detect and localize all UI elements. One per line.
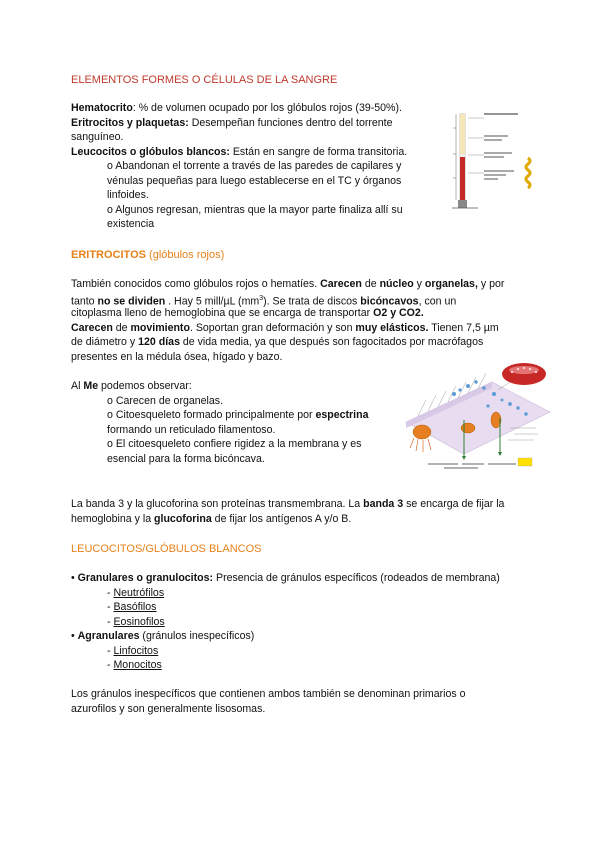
leuco-bullet-2-cont: existencia bbox=[107, 218, 155, 230]
list-item-linfocitos: - Linfocitos bbox=[107, 645, 159, 657]
banda3-line1: La banda 3 y la glucoforina son proteínas transmembrana. La banda 3 se encarga de fijar la bbox=[71, 498, 505, 510]
leucocitos-heading: LEUCOCITOS/GLÓBULOS BLANCOS bbox=[71, 543, 262, 555]
leuco-bullet-2: o Algunos regresan, mientras que la mayor parte finaliza allí su bbox=[107, 204, 403, 216]
list-item-monocitos: - Monocitos bbox=[107, 659, 162, 671]
eritrocitos-p2-line3: presentes en la médula ósea, hígado y bazo. bbox=[71, 351, 283, 363]
eritrocitos-p1-line1: También conocidos como glóbulos rojos o hematíes. Carecen de núcleo y organelas, y por bbox=[71, 278, 505, 290]
leuco-bullet-1-cont: vénulas pequeñas para luego establecerse en el TC y órganos bbox=[107, 175, 402, 187]
me-intro-line: Al Me podemos observar: bbox=[71, 380, 192, 392]
eritrocitos-heading: ERITROCITOS (glóbulos rojos) bbox=[71, 249, 225, 261]
list-item-eosinofilos: - Eosinofilos bbox=[107, 616, 165, 628]
me-bullet-3-cont: esencial para la forma bicóncava. bbox=[107, 453, 265, 465]
eritrocitos-p1-line3: citoplasma lleno de hemoglobina que se encarga de transportar O2 y CO2. bbox=[71, 307, 424, 319]
leuco-bullet-1-cont2: linfoides. bbox=[107, 189, 149, 201]
eritrocitos-p1-line2: tanto no se dividen . Hay 5 mill/µL $(mm^3)$. Se trata de discos bicóncavos, con un bbox=[71, 295, 457, 308]
closing-line1: Los gránulos inespecíficos que contienen ambos también se denominan primarios o bbox=[71, 688, 466, 700]
erythrocyte-membrane-figure bbox=[398, 360, 554, 472]
page-title: ELEMENTOS FORMES O CÉLULAS DE LA SANGRE bbox=[71, 74, 338, 86]
eritrocitos-p2-line1: Carecen de movimiento. Soportan gran deformación y son muy elásticos. Tienen 7,5 µm bbox=[71, 322, 499, 334]
leuco-bullet-1: o Abandonan el torrente a través de las paredes de capilares y bbox=[107, 160, 402, 172]
list-item-basofilos: - Basófilos bbox=[107, 601, 157, 613]
me-bullet-3: o El citoesqueleto confiere rigidez a la membrana y es bbox=[107, 438, 362, 450]
list-item-neutrofilos: - Neutrófilos bbox=[107, 587, 165, 599]
leucocitos-line: Leucocitos o glóbulos blancos: Están en sangre de forma transitoria. bbox=[71, 146, 408, 158]
eritrocitos-p2-line2: de diámetro y 120 días de vida media, ya que después son fagocitados por macrófagos bbox=[71, 336, 484, 348]
me-bullet-2-cont: formando un reticulado filamentoso. bbox=[107, 424, 276, 436]
eritrocitos-plaquetas-line-2: sanguíneo. bbox=[71, 131, 124, 143]
granulares-line: • Granulares o granulocitos: Presencia de gránulos específicos (rodeados de membrana) bbox=[71, 572, 500, 584]
eritrocitos-plaquetas-line: Eritrocitos y plaquetas: Desempeñan funciones dentro del torrente bbox=[71, 117, 393, 129]
hematocrito-line: Hematocrito: % de volumen ocupado por los glóbulos rojos (39-50%). bbox=[71, 102, 402, 114]
me-bullet-1: o Carecen de organelas. bbox=[107, 395, 224, 407]
closing-line2: azurofilos y son generalmente lisosomas. bbox=[71, 703, 266, 715]
hematocrit-tube-figure bbox=[448, 108, 540, 220]
agranulares-line: • Agranulares (gránulos inespecíficos) bbox=[71, 630, 255, 642]
me-bullet-2: o Citoesqueleto formado principalmente por espectrina bbox=[107, 409, 369, 421]
banda3-line2: hemoglobina y la glucoforina de fijar los antígenos A y/o B. bbox=[71, 513, 352, 525]
